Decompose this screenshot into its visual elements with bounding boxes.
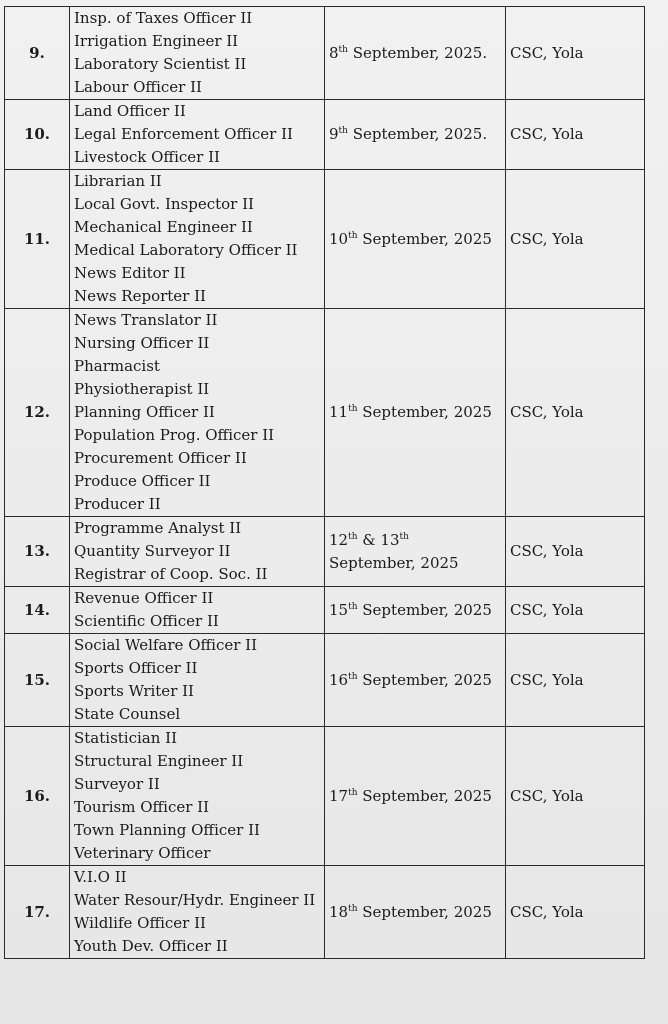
post-title: V.I.O II [74, 868, 127, 886]
post-title: Statistician II [74, 729, 178, 747]
post-title: Revenue Officer II [74, 589, 214, 607]
post-list [70, 727, 325, 866]
serial-number: 13. [5, 517, 70, 587]
schedule-rows [5, 7, 645, 959]
post-title: Produce Officer II [74, 472, 211, 490]
date-suffix: th [348, 671, 358, 682]
post-title: Land Officer II [74, 102, 186, 120]
date-line [329, 601, 492, 619]
table-row [5, 727, 645, 866]
date-line [329, 903, 492, 921]
post-title: News Editor II [74, 264, 186, 282]
post-title: Tourism Officer II [74, 798, 210, 816]
table-row [5, 309, 645, 517]
post-title: Sports Writer II [74, 682, 194, 700]
serial-number: 11. [5, 170, 70, 309]
post-list [70, 517, 325, 587]
post-title: Veterinary Officer [74, 844, 211, 862]
venue [506, 100, 645, 170]
post-title: Livestock Officer II [74, 148, 220, 166]
post-title: Medical Laboratory Officer II [74, 241, 298, 259]
date-day: 15 [329, 600, 349, 619]
date-line [329, 230, 492, 248]
date-suffix: th [348, 601, 358, 612]
venue [506, 727, 645, 866]
venue [506, 7, 645, 100]
interview-date [325, 170, 506, 309]
serial-number: 9. [5, 7, 70, 100]
venue-text: CSC, Yola [510, 600, 584, 619]
post-title: Labour Officer II [74, 78, 202, 96]
serial-number: 15. [5, 634, 70, 727]
venue [506, 170, 645, 309]
post-title: Procurement Officer II [74, 449, 247, 467]
table-row [5, 517, 645, 587]
table-row [5, 587, 645, 634]
serial-number: 10. [5, 100, 70, 170]
date-day: 11 [329, 403, 349, 421]
date-line [329, 671, 492, 689]
post-title: Registrar of Coop. Soc. II [74, 565, 268, 583]
interview-date [325, 727, 506, 866]
post-title: Legal Enforcement Officer II [74, 125, 293, 143]
interview-schedule-table [4, 6, 645, 959]
post-title: Sports Officer II [74, 659, 198, 677]
date-day: 17 [329, 786, 349, 805]
date-rest: September, 2025. [347, 43, 488, 62]
table-row [5, 170, 645, 309]
interview-date [325, 309, 506, 517]
post-list [70, 7, 325, 100]
date-rest: September, 2025 [357, 600, 492, 619]
interview-date [325, 7, 506, 100]
date-day: 8 [329, 43, 339, 62]
date-rest: September, 2025. [347, 125, 488, 143]
venue-text: CSC, Yola [510, 670, 584, 689]
venue-text: CSC, Yola [510, 902, 584, 921]
post-title: Scientific Officer II [74, 612, 219, 630]
date-rest: September, 2025 [357, 670, 492, 689]
venue-text: CSC, Yola [510, 403, 584, 421]
serial-number: 14. [5, 587, 70, 634]
post-list [70, 170, 325, 309]
post-title: Planning Officer II [74, 403, 215, 421]
venue [506, 309, 645, 517]
date-rest: & 13 [357, 530, 400, 549]
date-day: 10 [329, 229, 349, 248]
date-rest: September, 2025 [357, 229, 492, 248]
table-row [5, 866, 645, 959]
post-title: Population Prog. Officer II [74, 426, 275, 444]
post-title: Surveyor II [74, 775, 160, 793]
date-line-2: September, 2025 [329, 553, 459, 572]
post-list [70, 587, 325, 634]
date-suffix: th [348, 531, 358, 542]
post-title: Wildlife Officer II [74, 914, 206, 932]
date-suffix: th [348, 787, 358, 798]
venue-text: CSC, Yola [510, 43, 584, 62]
post-title: Laboratory Scientist II [74, 55, 247, 73]
serial-number: 17. [5, 866, 70, 959]
post-title: Irrigation Engineer II [74, 32, 239, 50]
post-title: Local Govt. Inspector II [74, 195, 254, 213]
post-list [70, 100, 325, 170]
date-day: 16 [329, 670, 349, 689]
date-suffix: th [399, 531, 409, 542]
date-line [329, 787, 492, 805]
interview-date [325, 866, 506, 959]
table-row [5, 100, 645, 170]
interview-date [325, 517, 506, 587]
post-title: State Counsel [74, 705, 181, 723]
serial-number: 16. [5, 727, 70, 866]
post-title: Youth Dev. Officer II [74, 937, 228, 955]
post-title: Mechanical Engineer II [74, 218, 253, 236]
date-rest: September, 2025 [357, 786, 492, 805]
date-suffix: th [348, 404, 358, 414]
venue [506, 634, 645, 727]
post-title: Pharmacist [74, 357, 160, 375]
post-list [70, 309, 325, 517]
post-title: Structural Engineer II [74, 752, 244, 770]
venue-text: CSC, Yola [510, 125, 584, 143]
venue-text: CSC, Yola [510, 786, 584, 805]
interview-date [325, 587, 506, 634]
date-day: 12 [329, 530, 349, 549]
venue [506, 517, 645, 587]
post-title: News Reporter II [74, 287, 206, 305]
table-row [5, 634, 645, 727]
post-title: Librarian II [74, 172, 162, 190]
post-title: Programme Analyst II [74, 519, 242, 537]
date-rest: September, 2025 [357, 403, 492, 421]
date-line [329, 44, 487, 62]
date-suffix: th [338, 44, 348, 55]
venue [506, 587, 645, 634]
post-list [70, 634, 325, 727]
post-title: Quantity Surveyor II [74, 542, 231, 560]
venue-text: CSC, Yola [510, 229, 584, 248]
date-suffix: th [338, 126, 348, 136]
post-title: Social Welfare Officer II [74, 636, 258, 654]
venue [506, 866, 645, 959]
post-title: Insp. of Taxes Officer II [74, 9, 253, 27]
date-suffix: th [348, 903, 358, 914]
date-day: 9 [329, 125, 339, 143]
venue-text: CSC, Yola [510, 542, 584, 560]
post-title: News Translator II [74, 311, 218, 329]
table-row [5, 7, 645, 100]
date-line [329, 125, 487, 143]
serial-number: 12. [5, 309, 70, 517]
post-list [70, 866, 325, 959]
interview-date [325, 634, 506, 727]
post-title: Physiotherapist II [74, 380, 210, 398]
post-title: Nursing Officer II [74, 334, 210, 352]
interview-date [325, 100, 506, 170]
date-line [329, 531, 409, 549]
post-title: Town Planning Officer II [74, 821, 260, 839]
post-title: Water Resour/Hydr. Engineer II [74, 891, 316, 909]
date-day: 18 [329, 902, 349, 921]
post-title: Producer II [74, 495, 161, 513]
date-suffix: th [348, 230, 358, 241]
date-line [329, 403, 492, 421]
date-rest: September, 2025 [357, 902, 492, 921]
